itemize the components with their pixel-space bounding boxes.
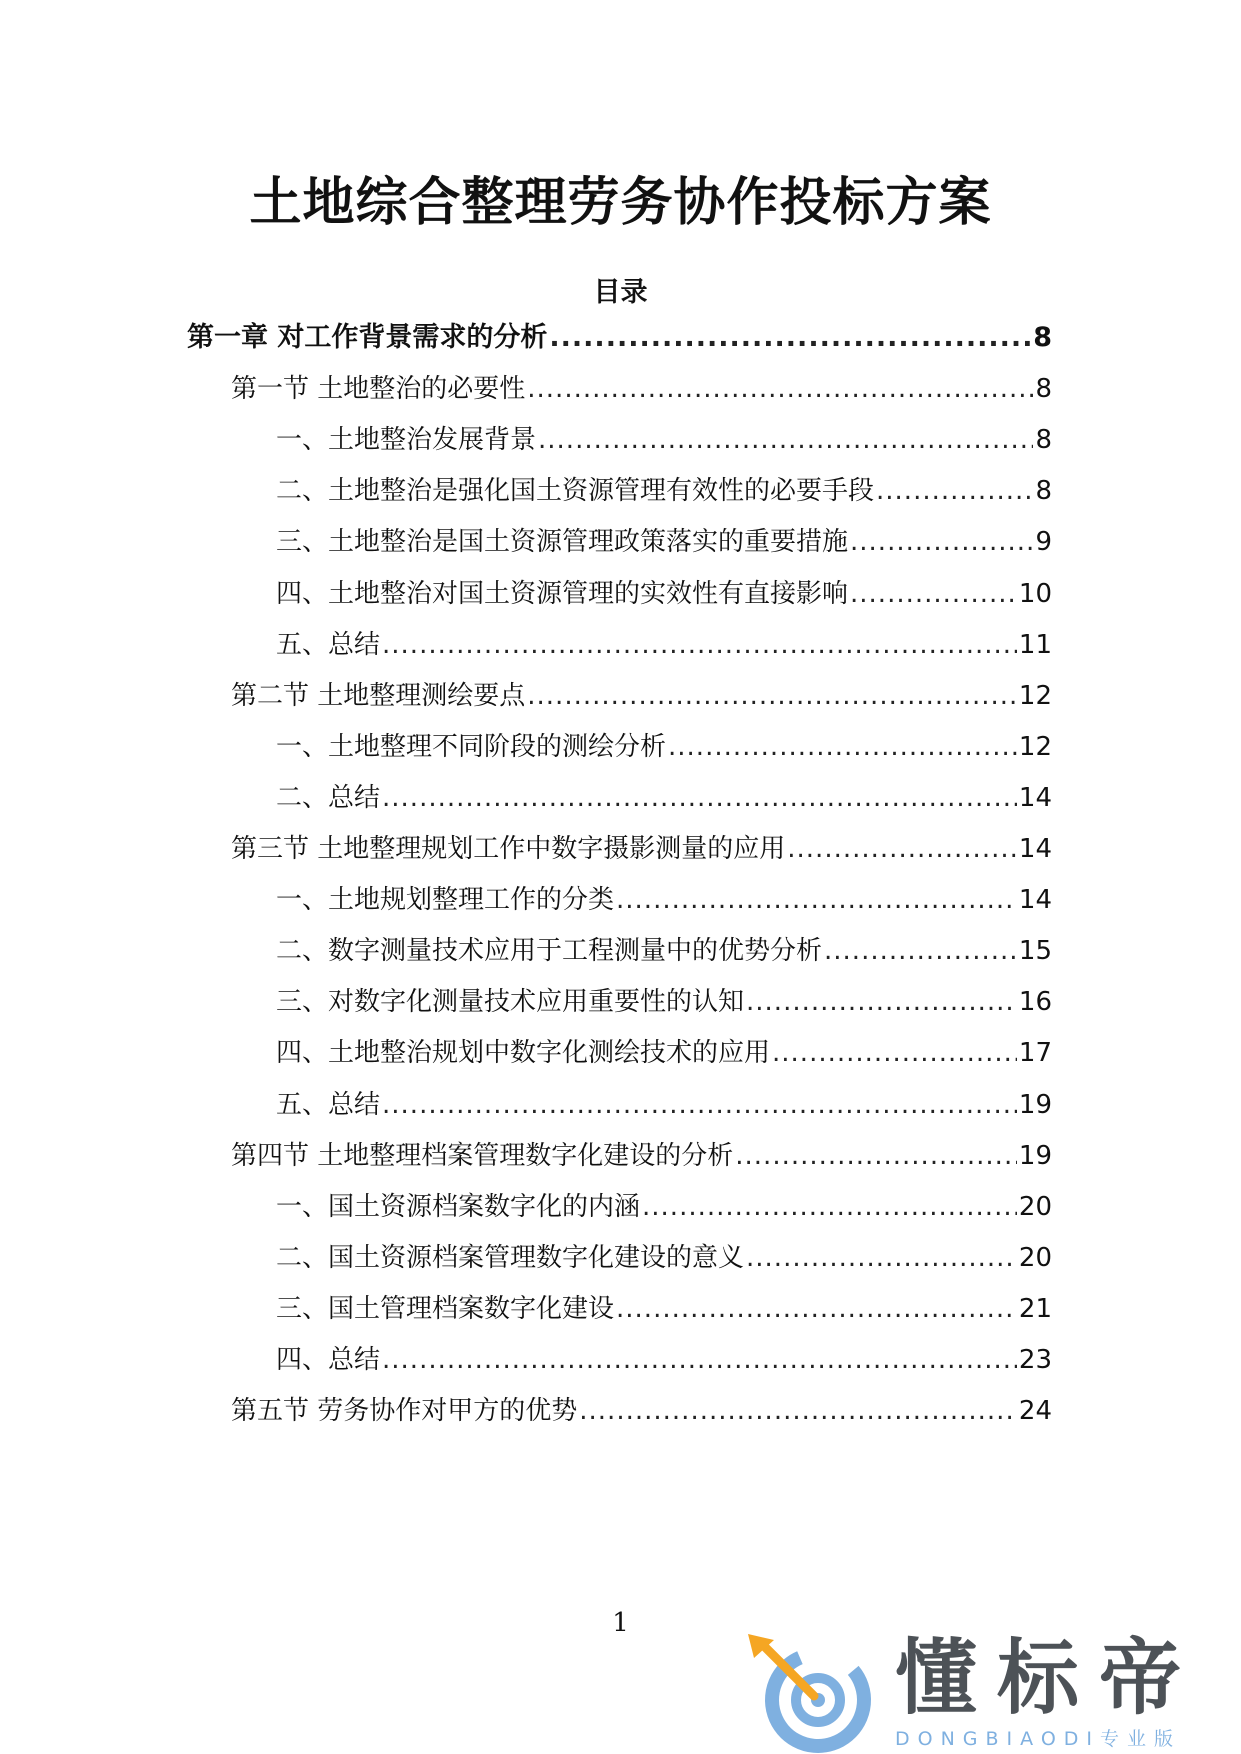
toc-entry-title: 三、土地整治是国土资源管理政策落实的重要措施 [276,527,849,558]
toc-entry-page: 8 [1035,476,1052,507]
toc-dot-leader [382,1085,1017,1125]
toc-entry[interactable] [231,1391,1052,1431]
toc-entry[interactable] [276,574,1052,614]
toc-entry-page: 8 [1035,374,1052,405]
toc-dot-leader [735,1136,1017,1176]
toc-dot-leader [824,931,1017,971]
toc-entry[interactable] [231,829,1052,869]
toc-entry-title: 一、土地整理不同阶段的测绘分析 [276,731,667,762]
toc-entry[interactable] [276,727,1052,767]
toc-entry[interactable] [276,982,1052,1022]
toc-dot-leader [787,829,1017,869]
toc-entry[interactable] [276,625,1052,665]
toc-entry-page: 8 [1035,425,1052,456]
toc-entry[interactable] [231,1136,1052,1176]
toc-entry[interactable] [231,369,1052,409]
toc-entry-title: 第五节 劳务协作对甲方的优势 [231,1396,578,1427]
toc-entry-title: 四、总结 [276,1345,381,1375]
toc-entry-title: 二、数字测量技术应用于工程测量中的优势分析 [276,936,823,967]
toc-dot-leader [538,420,1033,460]
toc-entry[interactable] [276,522,1052,562]
toc-entry[interactable] [276,471,1052,511]
toc-dot-leader [850,522,1033,562]
toc-entry-title: 第一节 土地整治的必要性 [231,374,526,405]
toc-entry-title: 第一章 对工作背景需求的分析 [187,322,548,353]
toc-entry-page: 19 [1018,1089,1052,1120]
toc-entry-title: 三、国土管理档案数字化建设 [276,1293,615,1324]
toc-entry[interactable] [276,1289,1052,1329]
toc-entry[interactable] [276,420,1052,460]
watermark [740,1628,1240,1754]
toc-entry-page: 8 [1033,322,1052,353]
toc-entry-page: 20 [1018,1242,1052,1273]
toc-entry-title: 一、土地规划整理工作的分类 [276,885,615,916]
toc-dot-leader [616,880,1017,920]
toc-entry-title: 二、土地整治是强化国土资源管理有效性的必要手段 [276,476,875,507]
toc-entry-page: 10 [1018,578,1052,609]
toc-dot-leader [668,727,1017,767]
toc-entry-title: 一、国土资源档案数字化的内涵 [276,1191,641,1222]
toc-entry[interactable] [276,880,1052,920]
toc-entry[interactable] [276,778,1052,818]
toc-entry[interactable] [276,1340,1052,1380]
toc-entry-page: 16 [1018,987,1052,1018]
toc-entry-page: 9 [1035,527,1052,558]
toc-dot-leader [876,471,1033,511]
toc-dot-leader [850,574,1017,614]
toc-entry[interactable] [231,676,1052,716]
toc-dot-leader [527,369,1033,409]
toc-dot-leader [382,1340,1017,1380]
toc-entry-title: 一、土地整治发展背景 [276,425,537,456]
toc-dot-leader [579,1391,1017,1431]
toc-entry-title: 二、国土资源档案管理数字化建设的意义 [276,1242,745,1273]
toc-entry[interactable] [187,318,1052,358]
watermark-brand-cn: 懂标帝 [895,1631,1202,1726]
toc-dot-leader [772,1033,1017,1073]
toc-entry-title: 四、土地整治规划中数字化测绘技术的应用 [276,1038,771,1069]
toc-entry-page: 15 [1018,936,1052,967]
toc-dot-leader [616,1289,1017,1329]
toc-entry-page: 14 [1018,885,1052,916]
toc-entry-page: 20 [1018,1191,1052,1222]
toc-entry-page: 24 [1018,1396,1052,1427]
toc-entry[interactable] [276,931,1052,971]
toc-entry-title: 三、对数字化测量技术应用重要性的认知 [276,987,745,1018]
toc-dot-leader [746,1238,1017,1278]
toc-entry[interactable] [276,1085,1052,1125]
toc-entry-title: 第四节 土地整理档案管理数字化建设的分析 [231,1140,734,1171]
toc-entry[interactable] [276,1033,1052,1073]
toc-entry-page: 12 [1018,731,1052,762]
toc-dot-leader [527,676,1017,716]
toc-entry-page: 17 [1018,1038,1052,1069]
toc-entry-title: 五、总结 [276,629,381,660]
watermark-brand-en: DONGBIAODI专业版 [895,1728,1182,1750]
toc-entry[interactable] [276,1187,1052,1227]
toc-entry-page: 14 [1018,782,1052,813]
toc-dot-leader [746,982,1017,1022]
toc-entry[interactable] [276,1238,1052,1278]
toc-dot-leader [549,318,1031,358]
toc-entry-page: 14 [1018,834,1052,864]
target-arrow-logo-icon [740,1628,880,1754]
page-number: 1 [612,1608,629,1638]
toc-entry-page: 19 [1018,1140,1052,1171]
toc-entry-title: 二、总结 [276,782,381,813]
document-title: 土地综合整理劳务协作投标方案 [249,173,992,233]
toc-dot-leader [382,625,1017,665]
toc-entry-page: 21 [1018,1293,1052,1324]
toc-entry-title: 第二节 土地整理测绘要点 [231,680,526,711]
toc-entry-title: 五、总结 [276,1089,381,1120]
toc-entry-title: 第三节 土地整理规划工作中数字摄影测量的应用 [231,834,786,864]
toc-heading: 目录 [593,277,648,308]
toc-entry-page: 23 [1018,1345,1052,1375]
toc-dot-leader [642,1187,1017,1227]
toc-entry-title: 四、土地整治对国土资源管理的实效性有直接影响 [276,578,849,609]
toc-entry-page: 11 [1018,629,1052,660]
toc-dot-leader [382,778,1017,818]
toc-entry-page: 12 [1018,680,1052,711]
